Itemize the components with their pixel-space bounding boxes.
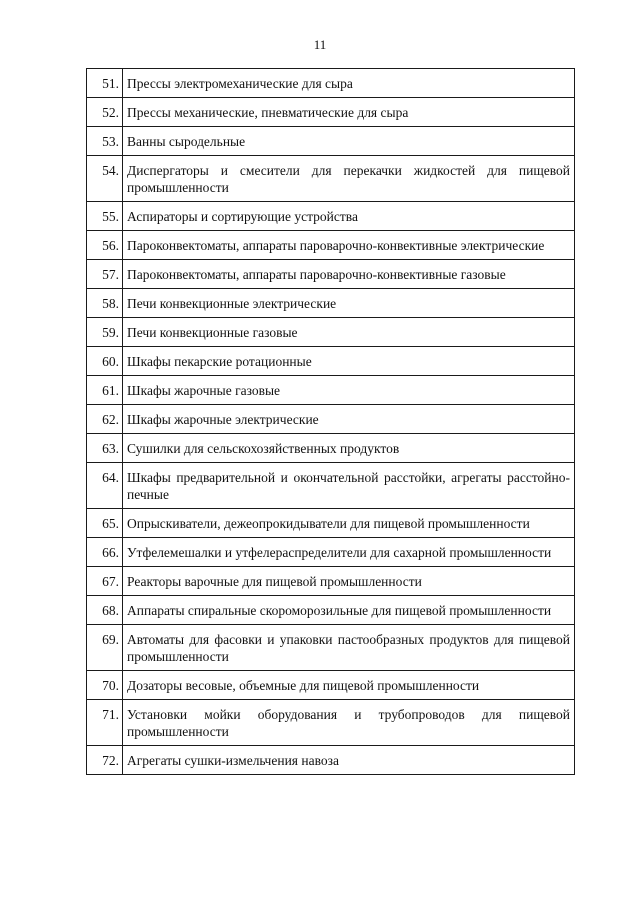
row-number: 68. [87,596,123,625]
row-number: 52. [87,98,123,127]
row-number: 53. [87,127,123,156]
row-number: 58. [87,289,123,318]
table-row [87,260,575,289]
row-number: 55. [87,202,123,231]
row-text: Дозаторы весовые, объемные для пищевой промышленности [123,671,575,700]
row-text: Печи конвекционные газовые [123,318,575,347]
row-number: 61. [87,376,123,405]
row-text: Утфелемешалки и утфелераспределители для сахарной промышленности [123,538,575,567]
equipment-table [86,68,575,775]
row-text: Прессы механические, пневматические для сыра [123,98,575,127]
row-text: Агрегаты сушки-измельчения навоза [123,746,575,775]
row-number: 51. [87,69,123,98]
table-row [87,347,575,376]
row-text: Установки мойки оборудования и трубопроводов для пищевой промышленности [123,700,575,746]
row-text: Аппараты спиральные скороморозильные для пищевой промышленности [123,596,575,625]
row-text: Опрыскиватели, дежеопрокидыватели для пищевой промышленности [123,509,575,538]
row-number: 62. [87,405,123,434]
row-text: Сушилки для сельскохозяйственных продуктов [123,434,575,463]
table-row [87,746,575,775]
table-row [87,463,575,509]
row-number: 71. [87,700,123,746]
row-number: 56. [87,231,123,260]
row-number: 57. [87,260,123,289]
row-number: 69. [87,625,123,671]
row-text: Шкафы жарочные газовые [123,376,575,405]
row-text: Пароконвектоматы, аппараты пароварочно-конвективные электрические [123,231,575,260]
row-number: 64. [87,463,123,509]
table-row [87,671,575,700]
table-row [87,69,575,98]
table-row [87,625,575,671]
table-row [87,318,575,347]
row-text: Автоматы для фасовки и упаковки пастообразных продуктов для пищевой промышленности [123,625,575,671]
page-number: 11 [313,37,327,52]
row-number: 60. [87,347,123,376]
table-row [87,231,575,260]
table-row [87,405,575,434]
row-number: 65. [87,509,123,538]
table-row [87,700,575,746]
row-text: Реакторы варочные для пищевой промышленности [123,567,575,596]
row-text: Прессы электромеханические для сыра [123,69,575,98]
row-number: 59. [87,318,123,347]
table-row [87,434,575,463]
table-row [87,376,575,405]
table-row [87,127,575,156]
table-row [87,567,575,596]
row-text: Ванны сыродельные [123,127,575,156]
row-number: 70. [87,671,123,700]
table-row [87,538,575,567]
table-row [87,509,575,538]
row-number: 54. [87,156,123,202]
row-text: Пароконвектоматы, аппараты пароварочно-конвективные газовые [123,260,575,289]
table-row [87,596,575,625]
row-text: Шкафы жарочные электрические [123,405,575,434]
equipment-table-body [87,69,575,775]
table-row [87,202,575,231]
row-text: Шкафы пекарские ротационные [123,347,575,376]
row-text: Диспергаторы и смесители для перекачки жидкостей для пищевой промышленности [123,156,575,202]
row-text: Печи конвекционные электрические [123,289,575,318]
row-number: 72. [87,746,123,775]
table-row [87,156,575,202]
row-text: Шкафы предварительной и окончательной расстойки, агрегаты расстойно-печные [123,463,575,509]
table-row [87,98,575,127]
row-text: Аспираторы и сортирующие устройства [123,202,575,231]
row-number: 63. [87,434,123,463]
table-row [87,289,575,318]
row-number: 67. [87,567,123,596]
row-number: 66. [87,538,123,567]
